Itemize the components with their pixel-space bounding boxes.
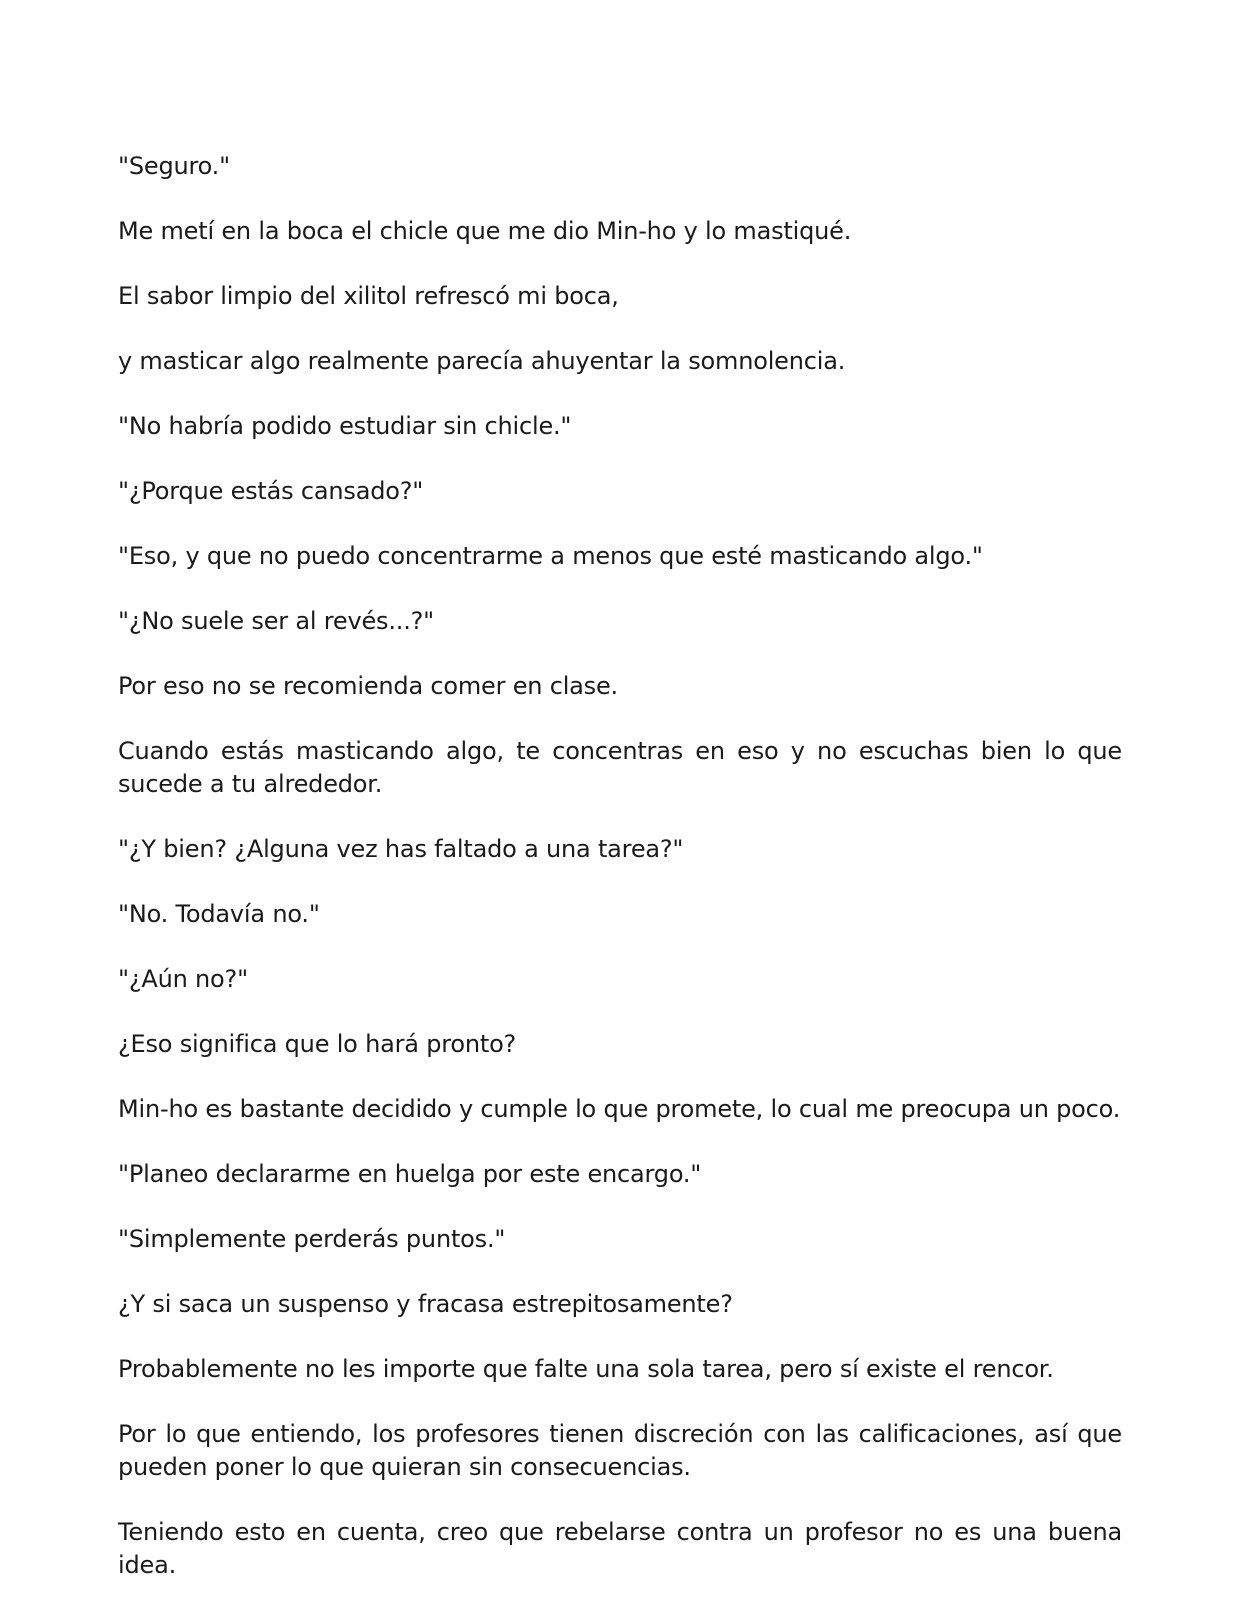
paragraph: ¿Y si saca un suspenso y fracasa estrepitosamente? — [118, 1290, 733, 1318]
paragraph: Cuando estás masticando algo, te concentras en eso y no escuchas bien lo que sucede a tu alrededor. — [118, 737, 1122, 798]
paragraph: "¿No suele ser al revés...?" — [118, 607, 434, 635]
paragraph: Teniendo esto en cuenta, creo que rebelarse contra un profesor no es una buena idea. — [118, 1518, 1122, 1579]
paragraph: "Simplemente perderás puntos." — [118, 1225, 506, 1253]
paragraph: Min-ho es bastante decidido y cumple lo que promete, lo cual me preocupa un poco. — [118, 1095, 1121, 1123]
paragraph: Por lo que entiendo, los profesores tienen discreción con las calificaciones, así que pueden poner lo que quieran sin consecuencias. — [118, 1420, 1122, 1481]
paragraph: ¿Eso significa que lo hará pronto? — [118, 1030, 517, 1058]
paragraph: Probablemente no les importe que falte una sola tarea, pero sí existe el rencor. — [118, 1355, 1054, 1383]
paragraph: "Seguro." — [118, 152, 230, 180]
paragraph: "Planeo declararme en huelga por este encargo." — [118, 1160, 702, 1188]
paragraph: "¿Porque estás cansado?" — [118, 477, 424, 505]
paragraph: y masticar algo realmente parecía ahuyentar la somnolencia. — [118, 347, 846, 375]
paragraph: El sabor limpio del xilitol refrescó mi boca, — [118, 282, 619, 310]
paragraph: "Eso, y que no puedo concentrarme a menos que esté masticando algo." — [118, 542, 983, 570]
paragraph: Por eso no se recomienda comer en clase. — [118, 672, 618, 700]
paragraph: "¿Y bien? ¿Alguna vez has faltado a una tarea?" — [118, 835, 684, 863]
paragraph: "¿Aún no?" — [118, 965, 248, 993]
paragraph: "No habría podido estudiar sin chicle." — [118, 412, 572, 440]
body-text — [118, 150, 1122, 1582]
paragraph: Me metí en la boca el chicle que me dio Min-ho y lo mastiqué. — [118, 217, 852, 245]
paragraph: "No. Todavía no." — [118, 900, 320, 928]
